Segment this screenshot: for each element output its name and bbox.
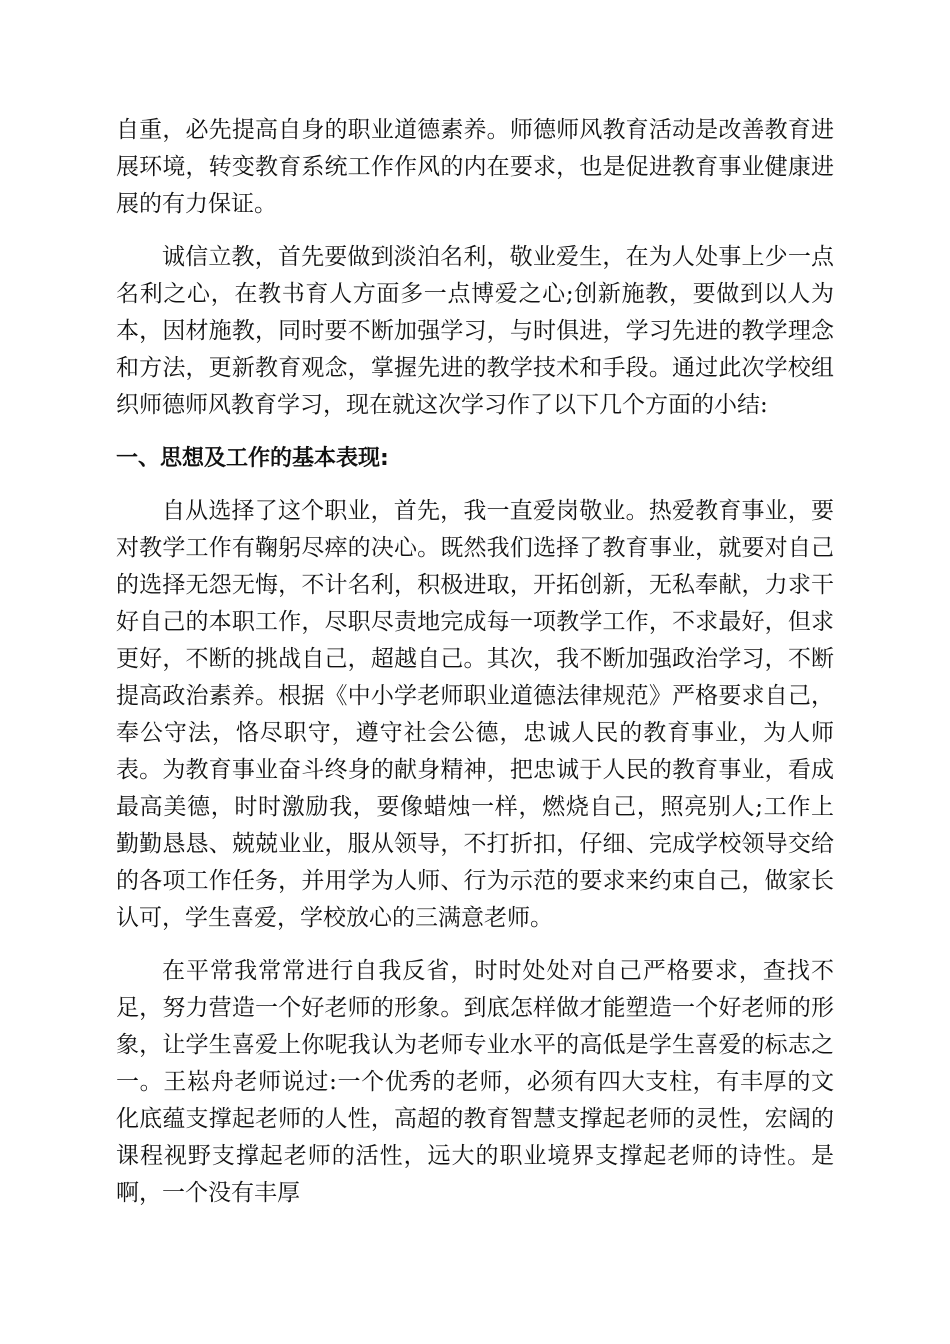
paragraph-self-reflection: 在平常我常常进行自我反省，时时处处对自己严格要求，查找不足，努力营造一个好老师的形象。到底怎样做才能塑造一个好老师的形象，让学生喜爱上你呢我认为老师专业水平的高低是学生喜爱的标志之一。王崧舟老师说过:一个优秀的老师，必须有四大支柱，有丰厚的文化底蕴支撑起老师的人性，高超的教育智慧支撑起老师的灵性，宏阔的课程视野支撑起老师的活性，远大的职业境界支撑起老师的诗性。是啊，一个没有丰厚 — [116, 958, 834, 1206]
document-body — [116, 112, 834, 1212]
paragraph-integrity-teaching: 诚信立教，首先要做到淡泊名利，敬业爱生，在为人处事上少一点名利之心，在教书育人方面多一点博爱之心;创新施教，要做到以人为本，因材施教，同时要不断加强学习，与时俱进，学习先进的教学理念和方法，更新教育观念，掌握先进的教学技术和手段。通过此次学校组织师德师风教育学习，现在就这次学习作了以下几个方面的小结: — [116, 244, 834, 418]
paragraph-continuation: 自重，必先提高自身的职业道德素养。师德师风教育活动是改善教育进展环境，转变教育系统工作作风的内在要求，也是促进教育事业健康进展的有力保证。 — [116, 117, 834, 217]
section-heading: 一、思想及工作的基本表现: — [116, 446, 389, 471]
paragraph-work-performance: 自从选择了这个职业，首先，我一直爱岗敬业。热爱教育事业，要对教学工作有鞠躬尽瘁的决心。既然我们选择了教育事业，就要对自己的选择无怨无悔，不计名利，积极进取，开拓创新，无私奉献，力求干好自己的本职工作，尽职尽责地完成每一项教学工作，不求最好，但求更好，不断的挑战自己，超越自己。其次，我不断加强政治学习，不断提高政治素养。根据《中小学老师职业道德法律规范》严格要求自己，奉公守法，恪尽职守，遵守社会公德，忠诚人民的教育事业，为人师表。为教育事业奋斗终身的献身精神，把忠诚于人民的教育事业，看成最高美德，时时激励我，要像蜡烛一样，燃烧自己，照亮别人;工作上勤勤恳恳、兢兢业业，服从领导，不打折扣，仔细、完成学校领导交给的各项工作任务，并用学为人师、行为示范的要求来约束自己，做家长认可，学生喜爱，学校放心的三满意老师。 — [116, 498, 834, 931]
